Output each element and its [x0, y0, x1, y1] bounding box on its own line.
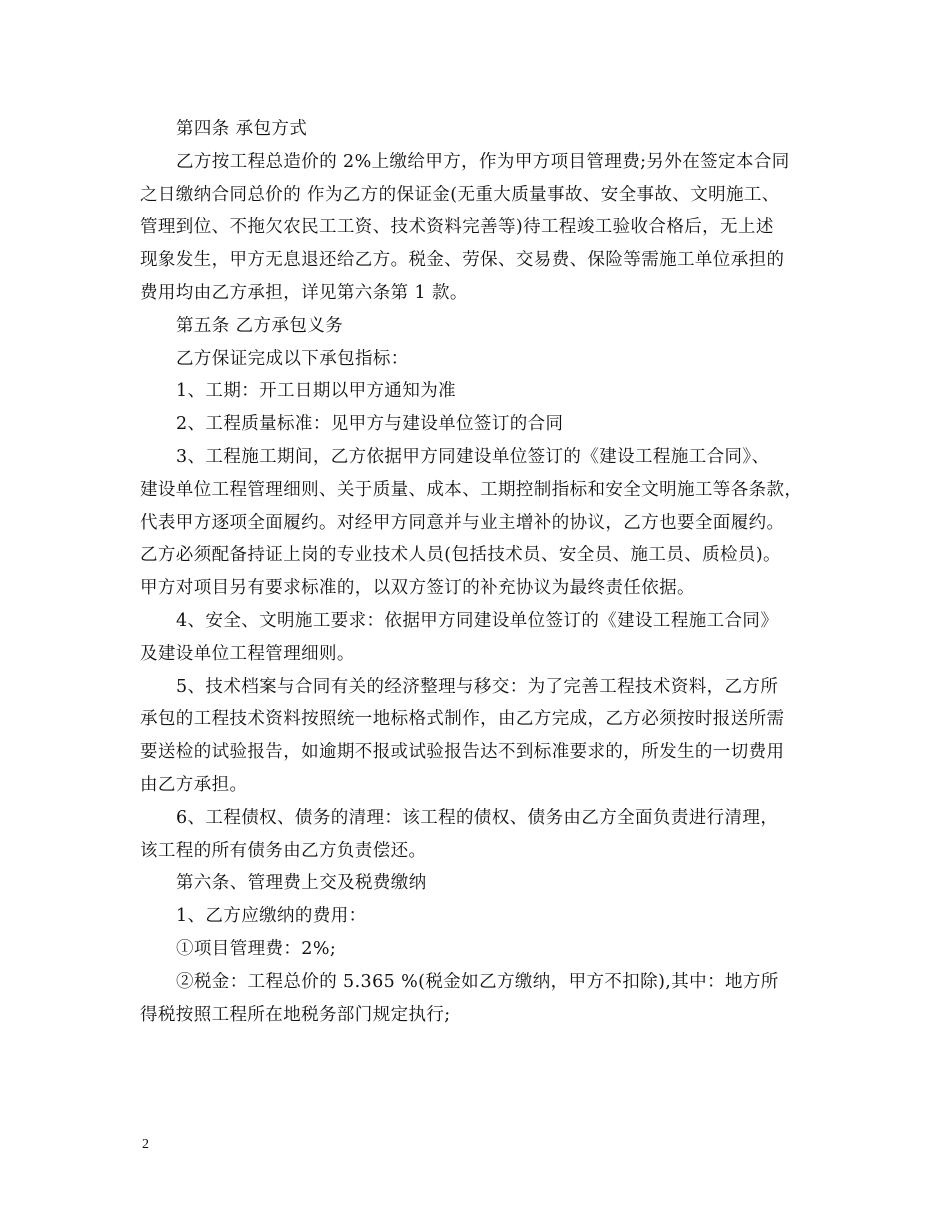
paragraph-line: 及建设单位工程管理细则。 [140, 643, 355, 664]
list-item: 1、工期：开工日期以甲方通知为准 [176, 381, 457, 402]
article-4-heading: 第四条 承包方式 [176, 119, 308, 139]
list-item: 1、乙方应缴纳的费用： [176, 906, 367, 927]
list-item: ①项目管理费：2%; [176, 938, 337, 959]
paragraph-line: 得税按照工程所在地税务部门规定执行; [140, 1004, 451, 1025]
document-page [140, 113, 820, 1031]
article-6-heading: 第六条、管理费上交及税费缴纳 [176, 873, 427, 894]
paragraph-line: 现象发生，甲方无息退还给乙方。税金、劳保、交易费、保险等需施工单位承担的 [140, 250, 785, 271]
list-item: 3、工程施工期间，乙方依据甲方同建设单位签订的《建设工程施工合同》、 [176, 446, 770, 467]
paragraph-line: 要送检的试验报告，如逾期不报或试验报告达不到标准要求的，所发生的一切费用 [140, 742, 785, 763]
paragraph-line: 代表甲方逐项全面履约。对经甲方同意并与业主增补的协议，乙方也要全面履约。 [140, 512, 785, 533]
paragraph-line: 乙方按工程总造价的 2%上缴给甲方，作为甲方项目管理费;另外在签定本合同 [176, 151, 790, 172]
list-item: 5、技术档案与合同有关的经济整理与移交：为了完善工程技术资料，乙方所 [176, 676, 779, 697]
list-item: 2、工程质量标准：见甲方与建设单位签订的合同 [176, 414, 564, 435]
list-item: ②税金：工程总价的 5.365 %(税金如乙方缴纳，甲方不扣除),其中：地方所 [176, 971, 779, 992]
list-item: 6、工程债权、债务的清理：该工程的债权、债务由乙方全面负责进行清理， [176, 807, 779, 828]
page-number: 2 [142, 1137, 149, 1152]
paragraph-line: 乙方必须配备持证上岗的专业技术人员(包括技术员、安全员、施工员、质检员)。 [140, 545, 781, 566]
article-5-heading: 第五条 乙方承包义务 [176, 315, 344, 336]
paragraph-line: 乙方保证完成以下承包指标： [176, 348, 409, 369]
paragraph-line: 甲方对项目另有要求标准的，以双方签订的补充协议为最终责任依据。 [140, 578, 695, 599]
paragraph-line: 承包的工程技术资料按照统一地标格式制作，由乙方完成，乙方必须按时报送所需 [140, 709, 785, 730]
paragraph-line: 建设单位工程管理细则、关于质量、成本、工期控制指标和安全文明施工等各条款， [140, 479, 803, 500]
paragraph-line: 该工程的所有债务由乙方负责偿还。 [140, 840, 427, 861]
paragraph-line: 管理到位、不拖欠农民工工资、技术资料完善等)待工程竣工验收合格后，无上述 [140, 217, 774, 238]
paragraph-line: 费用均由乙方承担，详见第六条第 1 款。 [140, 282, 468, 303]
paragraph-line: 由乙方承担。 [140, 774, 248, 795]
list-item: 4、安全、文明施工要求：依据甲方同建设单位签订的《建设工程施工合同》 [176, 610, 779, 631]
paragraph-line: 之日缴纳合同总价的 作为乙方的保证金(无重大质量事故、安全事故、文明施工、 [140, 184, 780, 205]
